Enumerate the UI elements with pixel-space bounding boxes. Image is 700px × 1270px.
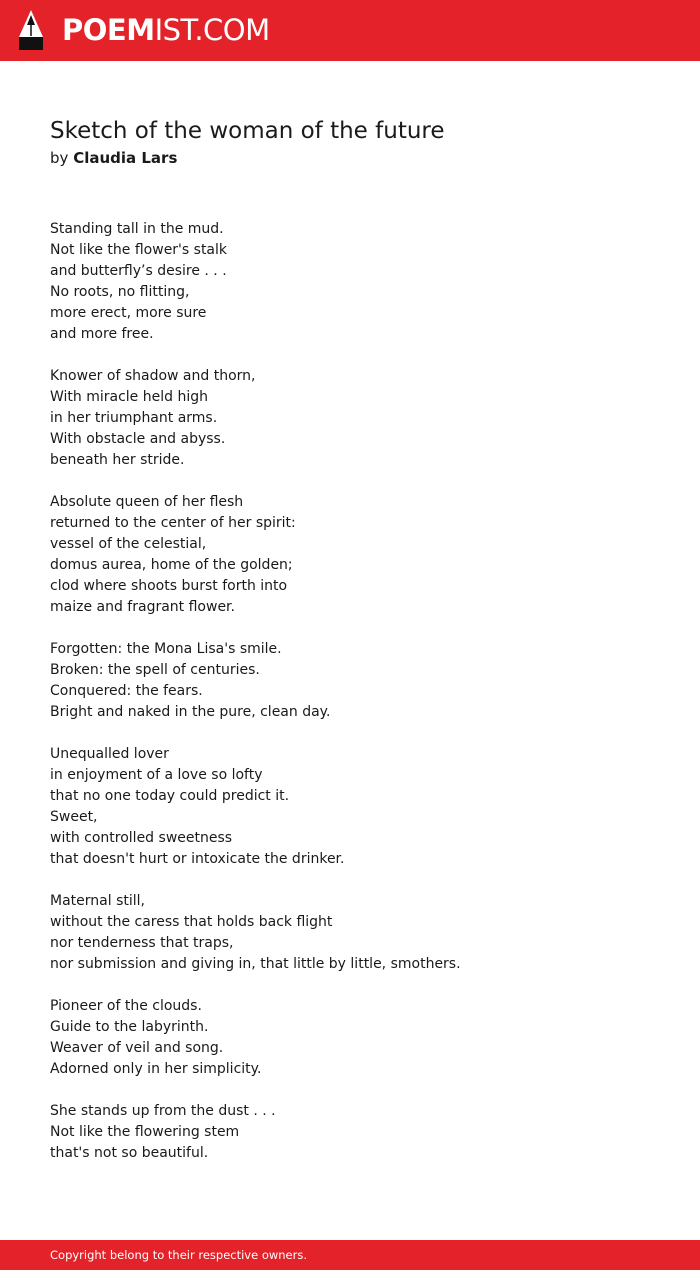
poem-line: She stands up from the dust . . . xyxy=(50,1103,276,1119)
poem-line: with controlled sweetness xyxy=(50,830,233,846)
poem-line: Knower of shadow and thorn, xyxy=(50,368,256,384)
poem-line: Absolute queen of her flesh xyxy=(50,494,244,510)
poem-body xyxy=(50,219,650,1185)
byline xyxy=(50,148,177,169)
poem-line: without the caress that holds back flight xyxy=(50,914,333,930)
poem-line: vessel of the celestial, xyxy=(50,536,207,552)
poem-line: clod where shoots burst forth into xyxy=(50,578,288,594)
poem-line: that no one today could predict it. xyxy=(50,788,290,804)
poem-line: nor submission and giving in, that little by little, smothers. xyxy=(50,956,461,972)
copyright-text: Copyright belong to their respective owners. xyxy=(50,1248,308,1262)
logo-bold-text: POEM xyxy=(62,13,155,47)
site-logo[interactable] xyxy=(62,12,270,48)
by-label: by xyxy=(50,149,69,167)
poem-line: maize and fragrant flower. xyxy=(50,599,235,615)
poem-title: Sketch of the woman of the future xyxy=(50,118,445,144)
poem-line: that's not so beautiful. xyxy=(50,1145,209,1161)
author-name: Claudia Lars xyxy=(73,149,178,167)
footer-bar xyxy=(0,1240,700,1270)
stanza xyxy=(50,891,650,975)
poem-line: Not like the flowering stem xyxy=(50,1124,240,1140)
logo-light-text: IST.COM xyxy=(154,13,270,47)
poem-line: Forgotten: the Mona Lisa's smile. xyxy=(50,641,282,657)
poem-line: Sweet, xyxy=(50,809,98,825)
poem-line: more erect, more sure xyxy=(50,305,207,321)
stanza xyxy=(50,219,650,345)
poem-line: Weaver of veil and song. xyxy=(50,1040,224,1056)
stanza xyxy=(50,366,650,471)
poem-line: Pioneer of the clouds. xyxy=(50,998,202,1014)
stanza xyxy=(50,1101,650,1164)
header-bar xyxy=(0,0,700,61)
poem-line: With miracle held high xyxy=(50,389,208,405)
poem-line: Maternal still, xyxy=(50,893,145,909)
poem-line: Conquered: the fears. xyxy=(50,683,203,699)
poem-line: in enjoyment of a love so lofty xyxy=(50,767,263,783)
poem-line: nor tenderness that traps, xyxy=(50,935,234,951)
poem-line: in her triumphant arms. xyxy=(50,410,218,426)
poem-line: that doesn't hurt or intoxicate the drinker. xyxy=(50,851,345,867)
pencil-tip-icon[interactable] xyxy=(17,9,45,51)
poem-line: domus aurea, home of the golden; xyxy=(50,557,293,573)
poem-line: Broken: the spell of centuries. xyxy=(50,662,260,678)
poem-line: and more free. xyxy=(50,326,154,342)
poem-line: Standing tall in the mud. xyxy=(50,221,224,237)
poem-line: returned to the center of her spirit: xyxy=(50,515,296,531)
stanza xyxy=(50,492,650,618)
stanza xyxy=(50,639,650,723)
poem-line: and butterfly’s desire . . . xyxy=(50,263,227,279)
stanza xyxy=(50,744,650,870)
poem-line: Unequalled lover xyxy=(50,746,169,762)
stanza xyxy=(50,996,650,1080)
poem-line: Guide to the labyrinth. xyxy=(50,1019,209,1035)
poem-line: Bright and naked in the pure, clean day. xyxy=(50,704,331,720)
poem-line: No roots, no flitting, xyxy=(50,284,190,300)
poem-line: Not like the flower's stalk xyxy=(50,242,228,258)
poem-line: With obstacle and abyss. xyxy=(50,431,226,447)
poem-line: beneath her stride. xyxy=(50,452,185,468)
poem-line: Adorned only in her simplicity. xyxy=(50,1061,262,1077)
